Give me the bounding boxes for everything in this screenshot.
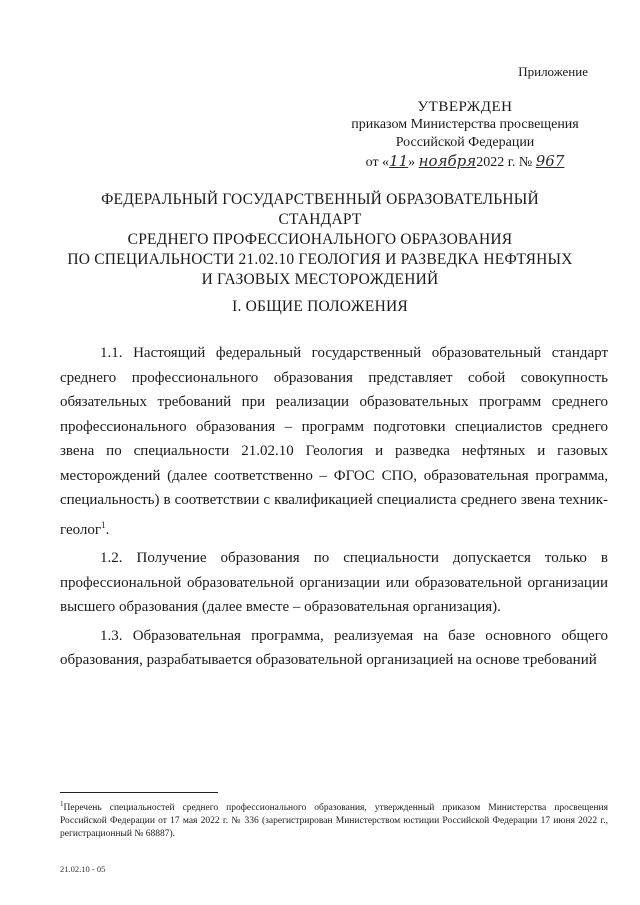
footnote (60, 798, 608, 841)
footnote-text: Перечень специальностей среднего профессионального образования, утвержденный приказом Министерства просвещения Российской Федерации от 17 мая 2022 г. № 336 (зарегистрирован Министерством юстиции Российской Федерации 17 июня 2022 г., регистрационный № 68887). (60, 803, 608, 840)
approved-heading: УТВЕРЖДЕН (417, 99, 513, 115)
document-code: 21.02.10 - 05 (60, 864, 106, 874)
paragraph-1-2: 1.2. Получение образования по специальности допускается только в профессиональной образовательной организации или образовательной организации высшего образования (далее вместе – образовательная организация). (60, 550, 608, 615)
section-heading: I. ОБЩИЕ ПОЛОЖЕНИЯ (232, 298, 408, 315)
handwritten-month: ноября (418, 152, 477, 170)
handwritten-order-number: 967 (535, 152, 565, 170)
approval-line-ministry: приказом Министерства просвещения (351, 117, 579, 132)
paragraph-1-1-text: 1.1. Настоящий федеральный государственный образовательный стандарт среднего профессионального образования представляет собой совокупность обязательных требований при реализации образовательных программ среднего профессионального образования – программ подготовки специалистов среднего звена по специальности 21.02.10 Геология и разведка нефтяных и газовых месторождений (далее соответственно – ФГОС СПО, образовательная программа, специальность) в соответствии с квалификацией специалиста среднего звена техник-геолог (60, 345, 608, 538)
title-line-3: ПО СПЕЦИАЛЬНОСТИ 21.02.10 ГЕОЛОГИЯ И РАЗВЕДКА НЕФТЯНЫХ (67, 251, 573, 268)
footnote-divider (60, 792, 218, 793)
approval-block (330, 98, 600, 172)
paragraph-1-3: 1.3. Образовательная программа, реализуемая на базе основного общего образования, разрабатывается образовательной организацией на основе требований (60, 627, 608, 668)
title-line-4: И ГАЗОВЫХ МЕСТОРОЖДЕНИЙ (201, 271, 439, 288)
title-line-2: СРЕДНЕГО ПРОФЕССИОНАЛЬНОГО ОБРАЗОВАНИЯ (127, 231, 513, 248)
order-from-prefix: от « (365, 155, 390, 170)
paragraph-1-1-end: . (105, 521, 110, 538)
footnote-reference: 1 (101, 519, 106, 530)
order-date-line (330, 152, 600, 172)
footnote-marker: 1 (60, 800, 64, 808)
order-quote-close: » (408, 155, 416, 170)
order-year: 2022 г. № (476, 155, 533, 170)
document-title (60, 190, 580, 290)
handwritten-day: 11 (389, 152, 409, 170)
appendix-label: Приложение (518, 64, 588, 79)
approval-line-country: Российской Федерации (395, 135, 535, 150)
paragraph-1-1 (60, 341, 608, 542)
body-text (60, 341, 608, 677)
title-line-1: ФЕДЕРАЛЬНЫЙ ГОСУДАРСТВЕННЫЙ ОБРАЗОВАТЕЛЬНЫЙ СТАНДАРТ (101, 191, 539, 228)
